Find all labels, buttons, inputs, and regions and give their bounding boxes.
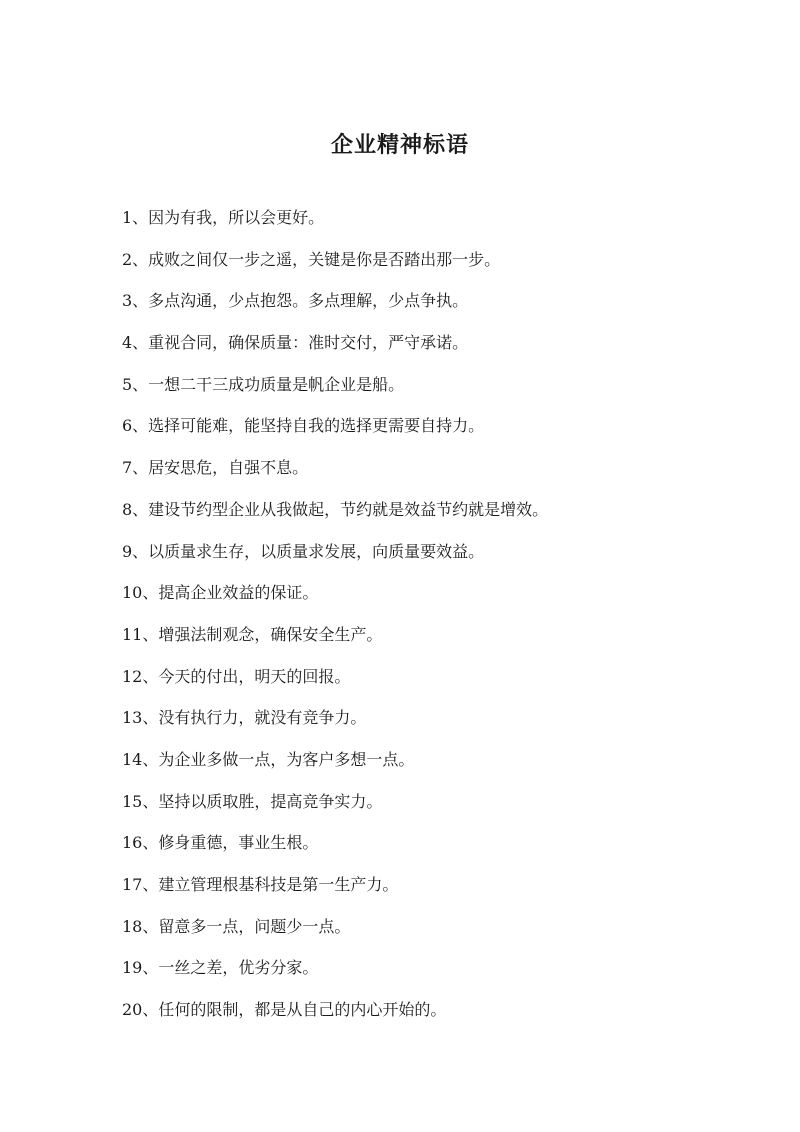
slogan-item-5: 5、一想二干三成功质量是帆企业是船。: [122, 374, 405, 394]
slogan-item-9: 9、以质量求生存，以质量求发展，向质量要效益。: [122, 541, 485, 561]
slogan-item-2: 2、成败之间仅一步之遥，关键是你是否踏出那一步。: [122, 249, 501, 269]
slogan-item-1: 1、因为有我，所以会更好。: [122, 208, 325, 227]
page-title: 企业精神标语: [330, 132, 469, 158]
slogan-item-13: 13、没有执行力，就没有竞争力。: [122, 708, 367, 728]
slogan-item-14: 14、为企业多做一点，为客户多想一点。: [122, 749, 415, 769]
slogan-item-16: 16、修身重德，事业生根。: [122, 833, 319, 853]
slogan-item-6: 6、选择可能难，能坚持自我的选择更需要自持力。: [122, 416, 485, 436]
slogan-item-18: 18、留意多一点，问题少一点。: [122, 916, 351, 936]
slogan-item-19: 19、一丝之差，优劣分家。: [122, 958, 319, 978]
slogan-item-7: 7、居安思危，自强不息。: [122, 458, 309, 478]
slogan-item-12: 12、今天的付出，明天的回报。: [122, 666, 351, 686]
slogan-item-15: 15、坚持以质取胜，提高竞争实力。: [122, 791, 383, 811]
slogan-item-10: 10、提高企业效益的保证。: [122, 583, 319, 603]
slogan-item-20: 20、任何的限制，都是从自己的内心开始的。: [122, 1000, 447, 1020]
slogan-item-3: 3、多点沟通，少点抱怨。多点理解，少点争执。: [122, 291, 469, 311]
slogan-item-11: 11、增强法制观念，确保安全生产。: [122, 624, 383, 644]
slogan-item-17: 17、建立管理根基科技是第一生产力。: [122, 875, 399, 894]
slogan-item-4: 4、重视合同，确保质量：准时交付，严守承诺。: [122, 333, 469, 353]
slogan-list: [122, 197, 762, 1031]
slogan-item-8: 8、建设节约型企业从我做起，节约就是效益节约就是增效。: [122, 499, 549, 519]
